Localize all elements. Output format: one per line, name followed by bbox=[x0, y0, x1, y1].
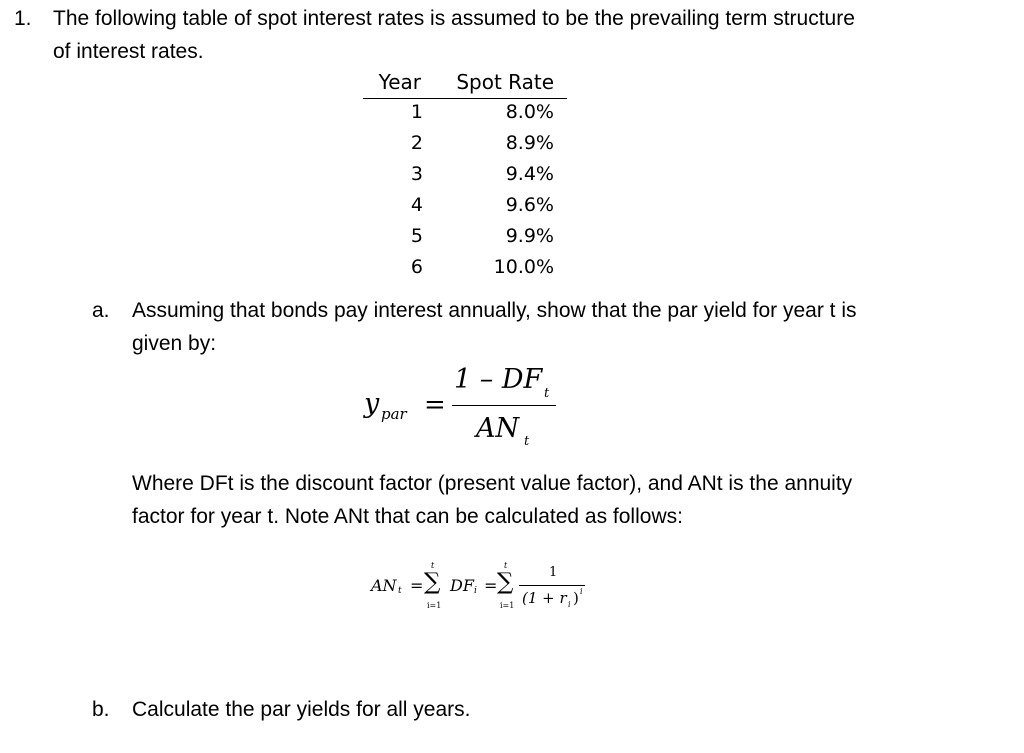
sum-1-upper: t bbox=[431, 561, 435, 570]
annuity-equals-2: = bbox=[484, 576, 498, 595]
year-cell: 3 bbox=[410, 163, 423, 185]
sum-2-lower: i=1 bbox=[500, 601, 515, 610]
formula-numerator: 1 – DF bbox=[454, 364, 543, 395]
year-cell: 4 bbox=[410, 194, 423, 216]
annuity-frac-den-sup: i bbox=[580, 587, 583, 596]
question-number: 1. bbox=[14, 7, 32, 30]
table-row bbox=[363, 161, 567, 192]
rate-cell: 8.9% bbox=[505, 132, 554, 154]
where-text-line-1: Where DFt is the discount factor (present value factor), and ANt is the annuity bbox=[132, 472, 853, 495]
year-cell: 6 bbox=[410, 256, 423, 278]
annuity-equals-1: = bbox=[410, 576, 424, 595]
sum-1-lower: i=1 bbox=[427, 601, 442, 610]
annuity-lhs: AN bbox=[371, 576, 397, 595]
annuity-frac-numerator: 1 bbox=[549, 565, 558, 580]
formula-lhs: y bbox=[364, 388, 380, 419]
annuity-fraction-bar bbox=[519, 585, 585, 586]
rate-cell: 9.6% bbox=[505, 194, 554, 216]
table-row bbox=[363, 99, 567, 130]
sum-2-upper: t bbox=[504, 561, 508, 570]
table-header bbox=[363, 68, 567, 99]
part-a-text-line-1: Assuming that bonds pay interest annually, show that the par yield for year t is bbox=[132, 299, 857, 322]
annuity-frac-den-close: ) bbox=[573, 589, 579, 607]
part-b-label: b. bbox=[92, 698, 110, 721]
spot-rate-table bbox=[363, 68, 567, 285]
rate-cell: 10.0% bbox=[493, 256, 554, 278]
part-b-text: Calculate the par yields for all years. bbox=[132, 698, 471, 721]
formula-lhs-sub: par bbox=[381, 405, 407, 423]
rate-cell: 9.9% bbox=[505, 225, 554, 247]
table-row bbox=[363, 130, 567, 161]
header-spot-rate: Spot Rate bbox=[456, 70, 554, 94]
table-row bbox=[363, 254, 567, 285]
discount-factor-sub: i bbox=[474, 586, 477, 596]
formula-denominator: AN bbox=[476, 413, 520, 444]
fraction-bar bbox=[452, 405, 556, 406]
formula-denominator-sub: t bbox=[524, 434, 530, 449]
discount-factor-term: DF bbox=[450, 576, 474, 595]
rate-cell: 9.4% bbox=[505, 163, 554, 185]
where-text-line-2: factor for year t. Note ANt that can be calculated as follows: bbox=[132, 505, 683, 528]
sum-2-sigma: ∑ bbox=[497, 569, 514, 595]
question-text-line-1: The following table of spot interest rates is assumed to be the prevailing term structure bbox=[53, 7, 855, 30]
part-a-label: a. bbox=[92, 299, 110, 322]
rate-cell: 8.0% bbox=[505, 101, 554, 123]
annuity-frac-den-sub: i bbox=[568, 600, 571, 609]
header-year: Year bbox=[378, 70, 421, 94]
table-row bbox=[363, 192, 567, 223]
annuity-lhs-sub: t bbox=[398, 586, 402, 596]
annuity-frac-denominator: (1 + r bbox=[522, 589, 567, 607]
sum-1-sigma: ∑ bbox=[424, 569, 441, 595]
table-row bbox=[363, 223, 567, 254]
formula-numerator-sub: t bbox=[544, 386, 550, 401]
formula-equals: = bbox=[424, 390, 446, 420]
part-a-text-line-2: given by: bbox=[132, 332, 217, 355]
year-cell: 5 bbox=[410, 225, 423, 247]
year-cell: 1 bbox=[410, 101, 423, 123]
question-text-line-2: of interest rates. bbox=[53, 40, 204, 63]
year-cell: 2 bbox=[410, 132, 423, 154]
